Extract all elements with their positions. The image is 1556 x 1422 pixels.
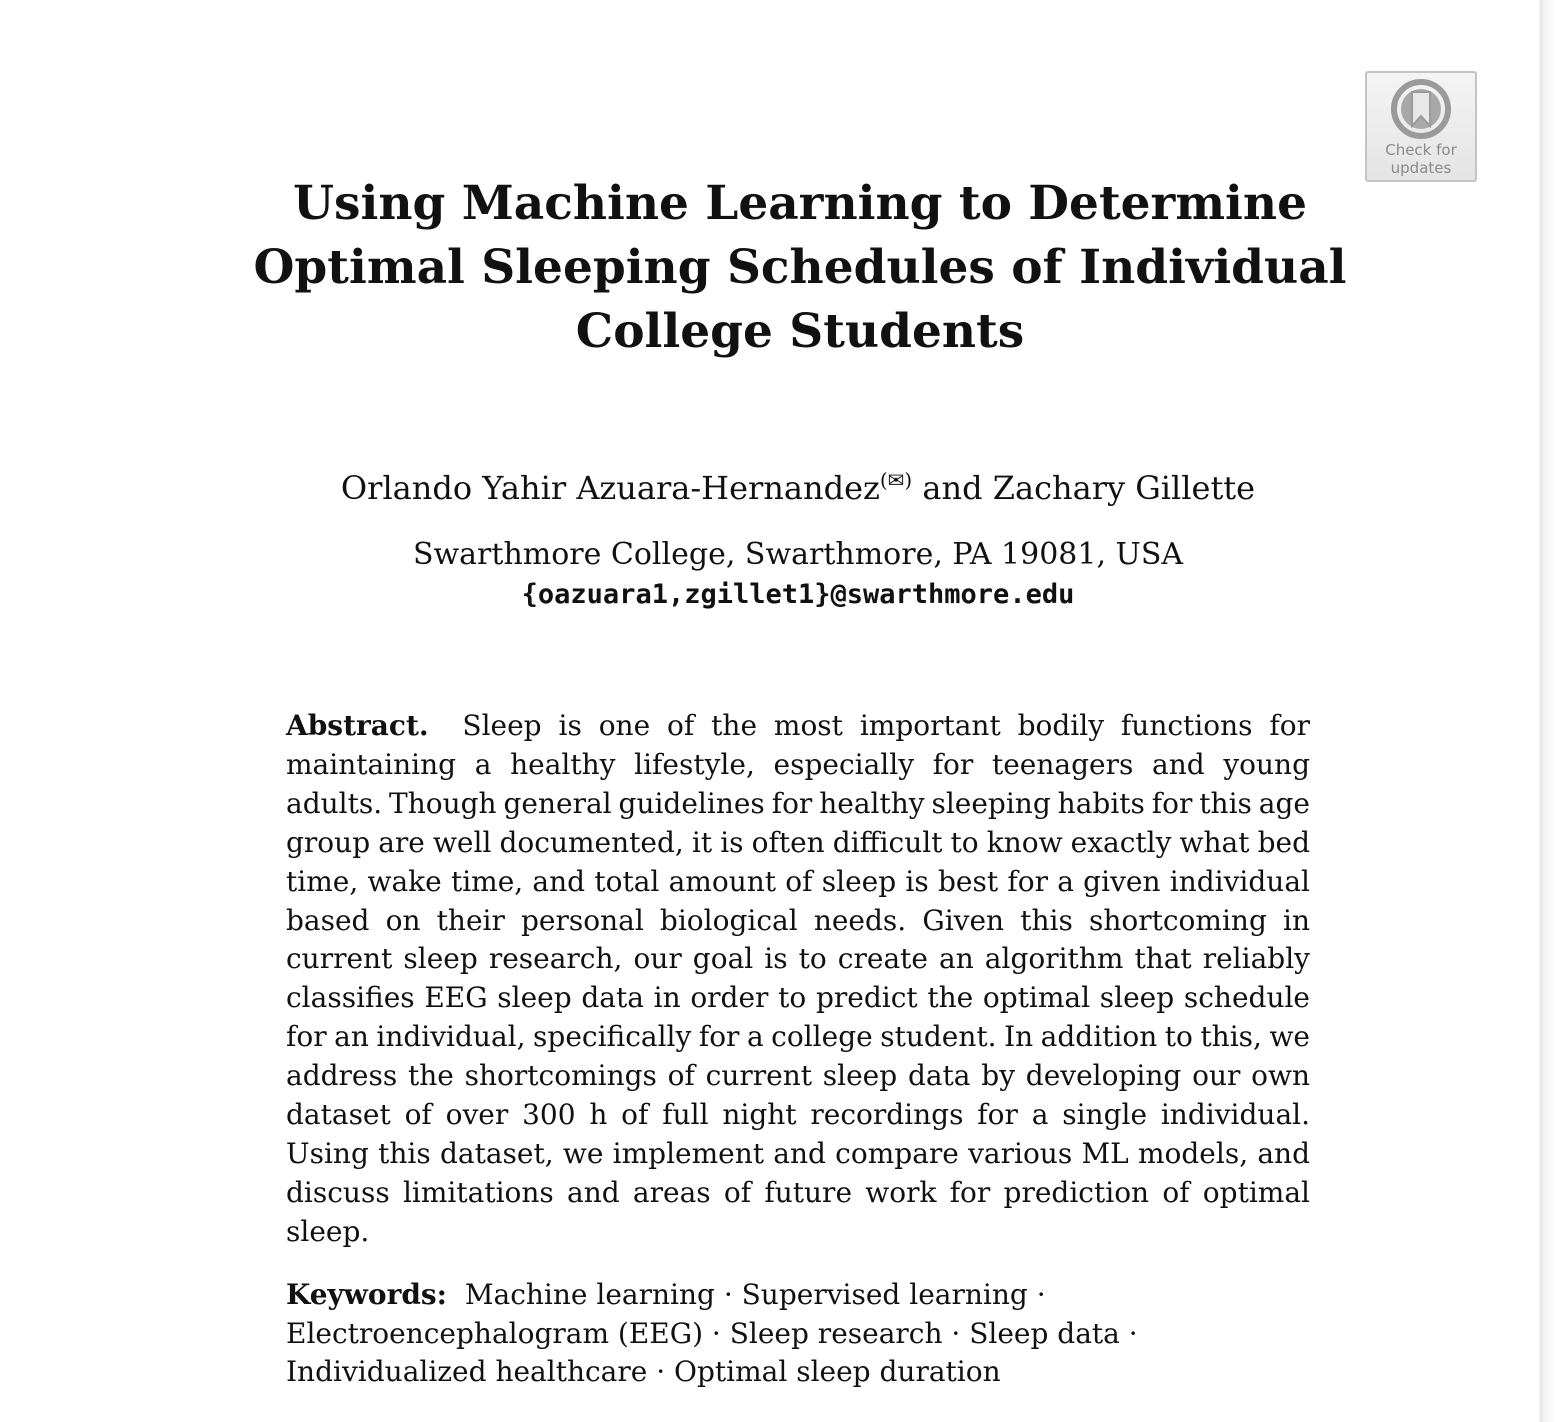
- author-email[interactable]: {oazuara1,zgillet1}@swarthmore.edu: [521, 579, 1075, 610]
- check-for-updates-button[interactable]: [1365, 71, 1477, 182]
- corresponding-author-mail-icon[interactable]: (✉): [879, 468, 913, 492]
- title-line-2: Optimal Sleeping Schedules of Individual: [253, 240, 1347, 295]
- abstract-text: Sleep is one of the most important bodily functions for maintaining a healthy lifestyle, especially for teenagers and young adults. Though general guidelines for healthy sleeping habits for this age group are well documented, it is often difficult to know exactly what bed time, wake time, and total amount of sleep is best for a given individual based on their personal biological needs. Given this shortcoming in current sleep research, our goal is to create an algorithm that reliably classifies EEG sleep data in order to predict the optimal sleep schedule for an individual, specifically for a college student. In addition to this, we address the shortcomings of current sleep data by developing our own dataset of over 300 h of full night recordings for a single individual. Using this dataset, we implement and compare various ML models, and discuss limitations and areas of future work for prediction of optimal sleep.: [286, 709, 1310, 1248]
- keywords-label: Keywords:: [286, 1278, 448, 1311]
- badge-label-line2: updates: [1390, 159, 1452, 177]
- author-list: [240, 460, 1356, 508]
- affiliation: Swarthmore College, Swarthmore, PA 19081, USA: [412, 537, 1184, 572]
- abstract-label: Abstract.: [286, 709, 429, 742]
- keywords-line-3: Individualized healthcare · Optimal sleep duration: [286, 1355, 1001, 1389]
- keywords: [286, 1276, 1310, 1392]
- title-line-1: Using Machine Learning to Determine: [293, 176, 1307, 231]
- page-edge-shadow: [1538, 0, 1556, 1422]
- abstract: [286, 707, 1310, 1252]
- paper-title: [240, 172, 1360, 364]
- bookmark-icon: [1390, 78, 1452, 140]
- title-line-3: College Students: [575, 304, 1025, 359]
- author-name: Orlando Yahir Azuara-Hernandez: [340, 469, 880, 507]
- badge-label-line1: Check for: [1385, 141, 1457, 159]
- keywords-line-2: Electroencephalogram (EEG) · Sleep research · Sleep data ·: [286, 1316, 1138, 1350]
- coauthor-name: and Zachary Gillette: [912, 469, 1256, 507]
- keywords-line-1: Machine learning · Supervised learning ·: [464, 1278, 1046, 1311]
